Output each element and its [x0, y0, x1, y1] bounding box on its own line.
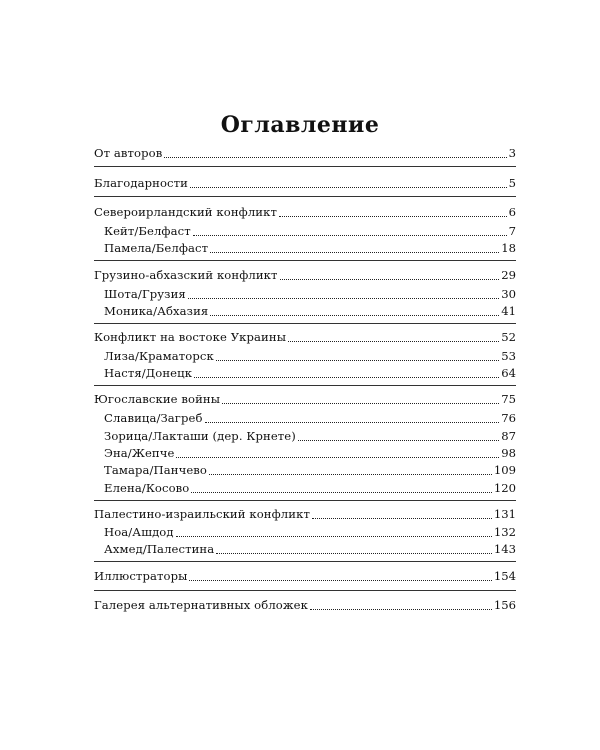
toc-subentry[interactable]	[94, 304, 516, 318]
toc-entry-label: Кейт/Белфаст	[104, 224, 191, 238]
toc-entry-label: Памела/Белфаст	[104, 241, 209, 255]
toc-subentry[interactable]	[94, 446, 516, 460]
toc-subentry[interactable]	[94, 481, 516, 495]
toc-entry-label: Благодарности	[94, 176, 188, 190]
toc-entry-page: 131	[493, 507, 516, 521]
toc-entry-page: 143	[493, 542, 516, 556]
section-divider	[94, 166, 516, 167]
dot-leader	[190, 187, 507, 188]
dot-leader	[310, 609, 492, 610]
toc-subentry[interactable]	[94, 525, 516, 539]
toc-subentry[interactable]	[94, 287, 516, 301]
toc-entry-page: 76	[501, 411, 516, 425]
toc-entry-label: Ноа/Ашдод	[104, 525, 174, 539]
toc-entry-page: 18	[501, 241, 516, 255]
toc-entry-page: 3	[508, 146, 516, 160]
toc-entry-page: 98	[501, 446, 516, 460]
toc-entry-label: Эна/Жепче	[104, 446, 175, 460]
section-divider	[94, 590, 516, 591]
toc-subentry[interactable]	[94, 463, 516, 477]
toc-entry-label: От авторов	[94, 146, 163, 160]
dot-leader	[216, 360, 499, 361]
toc-entry-page: 64	[501, 366, 516, 380]
toc-entry-label: Иллюстраторы	[94, 569, 188, 583]
toc-entry-page: 75	[501, 392, 516, 406]
dot-leader	[280, 279, 500, 280]
section-divider	[94, 323, 516, 324]
dot-leader	[193, 235, 507, 236]
toc-subentry[interactable]	[94, 224, 516, 238]
section-divider	[94, 561, 516, 562]
toc-entry-page: 7	[508, 224, 516, 238]
toc-subentry[interactable]	[94, 411, 516, 425]
dot-leader	[288, 341, 499, 342]
page-title: Оглавление	[220, 112, 380, 138]
toc-subentry[interactable]	[94, 349, 516, 363]
section-divider	[94, 196, 516, 197]
section-divider	[94, 385, 516, 386]
toc-entry-label: Югославские войны	[94, 392, 221, 406]
toc-entry[interactable]	[94, 205, 516, 219]
section-divider	[94, 260, 516, 261]
toc-entry-page: 6	[508, 205, 516, 219]
toc-entry-page: 5	[508, 176, 516, 190]
toc-entry-label: Шота/Грузия	[104, 287, 186, 301]
toc-subentry[interactable]	[94, 542, 516, 556]
dot-leader	[176, 457, 499, 458]
toc-entry-page: 30	[501, 287, 516, 301]
toc-entry[interactable]	[94, 598, 516, 612]
toc-entry-page: 29	[501, 268, 516, 282]
toc-entry[interactable]	[94, 268, 516, 282]
dot-leader	[191, 492, 491, 493]
dot-leader	[210, 252, 499, 253]
dot-leader	[188, 298, 499, 299]
dot-leader	[210, 315, 499, 316]
toc-entry-label: Моника/Абхазия	[104, 304, 209, 318]
toc-entry[interactable]	[94, 507, 516, 521]
toc-entry[interactable]	[94, 176, 516, 190]
toc-entry[interactable]	[94, 330, 516, 344]
dot-leader	[209, 474, 492, 475]
toc-entry-label: Ахмед/Палестина	[104, 542, 215, 556]
toc-subentry[interactable]	[94, 429, 516, 443]
toc-entry-label: Палестино-израильский конфликт	[94, 507, 310, 521]
toc-entry-label: Елена/Косово	[104, 481, 190, 495]
toc-entry-label: Североирландский конфликт	[94, 205, 277, 219]
dot-leader	[216, 553, 492, 554]
dot-leader	[312, 518, 492, 519]
toc-entry-page: 53	[501, 349, 516, 363]
toc-entry[interactable]	[94, 569, 516, 583]
toc-entry-label: Лиза/Краматорск	[104, 349, 214, 363]
dot-leader	[298, 440, 499, 441]
toc-entry-page: 41	[501, 304, 516, 318]
toc-entry-page: 109	[493, 463, 516, 477]
dot-leader	[176, 536, 492, 537]
toc-entry-page: 154	[493, 569, 516, 583]
toc-entry-page: 120	[493, 481, 516, 495]
section-divider	[94, 500, 516, 501]
toc-entry-label: Грузино-абхазский конфликт	[94, 268, 278, 282]
dot-leader	[222, 403, 499, 404]
toc-entry[interactable]	[94, 392, 516, 406]
toc-entry-page: 87	[501, 429, 516, 443]
toc-subentry[interactable]	[94, 241, 516, 255]
toc-entry-label: Зорица/Лакташи (дер. Крнете)	[104, 429, 296, 443]
dot-leader	[194, 377, 499, 378]
dot-leader	[164, 157, 506, 158]
dot-leader	[189, 580, 491, 581]
toc-entry-label: Конфликт на востоке Украины	[94, 330, 287, 344]
toc-entry-page: 52	[501, 330, 516, 344]
toc-entry-label: Галерея альтернативных обложек	[94, 598, 308, 612]
toc-entry-label: Тамара/Панчево	[104, 463, 207, 477]
toc-entry-label: Настя/Донецк	[104, 366, 193, 380]
toc-subentry[interactable]	[94, 366, 516, 380]
toc-entry-label: Славица/Загреб	[104, 411, 203, 425]
toc-entry-page: 156	[493, 598, 516, 612]
dot-leader	[205, 422, 500, 423]
toc-entry-page: 132	[493, 525, 516, 539]
dot-leader	[279, 216, 507, 217]
toc-entry[interactable]	[94, 146, 516, 160]
